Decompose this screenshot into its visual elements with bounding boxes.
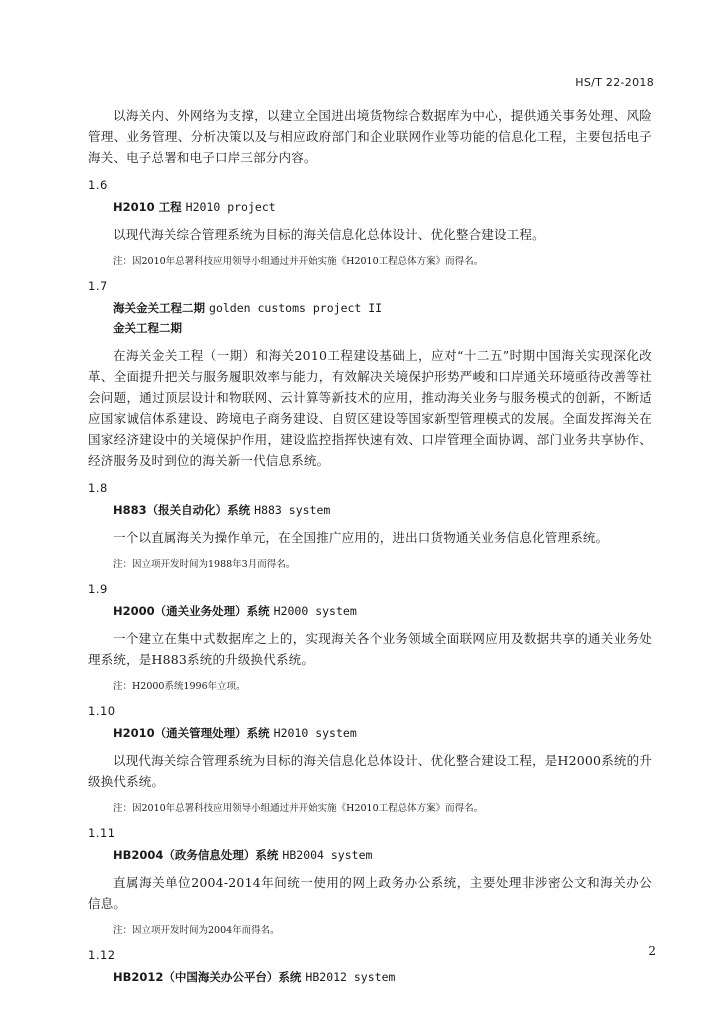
term-note: 注：H2000系统1996年立项。 [113,681,246,692]
term-heading [113,724,652,742]
term-definition: 一个以直属海关为操作单元，在全国推广应用的，进出口货物通关业务信息化管理系统。 [113,530,609,545]
term-heading [113,501,652,519]
term-english: H883 system [254,503,331,517]
section-number: 1.10 [88,704,116,718]
term-definition: 以现代海关综合管理系统为目标的海关信息化总体设计、优化整合建设工程，是H2000系统的升级换代系统。 [88,753,653,789]
term-chinese: H2010（通关管理处理）系统 [113,726,270,740]
section-number: 1.9 [88,582,108,596]
term-english: H2000 system [273,604,357,618]
term-section [88,948,652,986]
term-sections [88,178,652,986]
term-block [88,968,652,986]
section-number: 1.8 [88,481,108,495]
term-chinese: HB2012（中国海关办公平台）系统 [113,970,302,984]
term-heading [113,968,652,986]
term-section [88,178,652,269]
section-number: 1.6 [88,178,108,192]
section-number: 1.12 [88,948,116,962]
page-number: 2 [648,944,656,958]
term-note: 注：因立项开发时间为2004年而得名。 [113,925,280,936]
term-note: 注：因2010年总署科技应用领导小组通过并开始实施《H2010工程总体方案》而得名。 [113,256,484,267]
term-english: H2010 system [273,726,357,740]
term-block [88,846,652,864]
term-chinese: HB2004（政务信息处理）系统 [113,848,279,862]
document-code: HS/T 22-2018 [575,76,654,89]
term-chinese: H2010 工程 [113,200,182,214]
term-english: HB2012 system [305,970,396,984]
term-definition: 以现代海关综合管理系统为目标的海关信息化总体设计、优化整合建设工程。 [113,227,545,242]
term-block [88,299,652,337]
term-section [88,481,652,572]
term-heading [113,299,652,317]
section-number: 1.11 [88,826,116,840]
term-english: golden customs project II [209,301,383,315]
term-chinese: H883（报关自动化）系统 [113,503,251,517]
term-note: 注：因立项开发时间为1988年3月而得名。 [113,559,296,570]
term-english: H2010 project [185,200,276,214]
term-block [88,501,652,519]
section-number: 1.7 [88,279,108,293]
term-block [88,724,652,742]
term-section [88,704,652,816]
term-note: 注：因2010年总署科技应用领导小组通过并开始实施《H2010工程总体方案》而得名。 [113,803,484,814]
term-section [88,582,652,694]
term-english: HB2004 system [282,848,373,862]
intro-paragraph: 以海关内、外网络为支撑，以建立全国进出境货物综合数据库为中心，提供通关事务处理、风险管理、业务管理、分析决策以及与相应政府部门和企业联网作业等功能的信息化工程，主要包括电子海关、电子总署和电子口岸三部分内容。 [88,108,652,165]
term-definition: 直属海关单位2004-2014年间统一使用的网上政务办公系统，主要处理非涉密公文和海关办公信息。 [88,875,652,911]
term-definition: 一个建立在集中式数据库之上的，实现海关各个业务领域全面联网应用及数据共享的通关业务处理系统，是H883系统的升级换代系统。 [88,631,652,667]
term-section [88,826,652,938]
term-block [88,602,652,620]
term-alternative: 金关工程二期 [113,321,182,335]
term-heading [113,198,652,216]
term-block [88,198,652,216]
term-chinese: H2000（通关业务处理）系统 [113,604,270,618]
term-heading [113,602,652,620]
term-section [88,279,652,471]
document-body [88,105,652,994]
term-definition: 在海关金关工程（一期）和海关2010工程建设基础上，应对“十二五”时期中国海关实现深化改革、全面提升把关与服务履职效率与能力，有效解决关境保护形势严峻和口岸通关环境亟待改善等社会问题，通过顶层设计和物联网、云计算等新技术的应用，推动海关业务与服务模式的创新，不断适应国家诚信体系建设、跨境电子商务建设、自贸区建设等国家新型管理模式的发展。全面发挥海关在国家经济建设中的关境保护作用，建设监控指挥快速有效、口岸管理全面协调、部门业务共享协作、经济服务及时到位的海关新一代信息系统。 [88,348,652,468]
term-heading [113,846,652,864]
term-chinese: 海关金关工程二期 [113,301,205,315]
